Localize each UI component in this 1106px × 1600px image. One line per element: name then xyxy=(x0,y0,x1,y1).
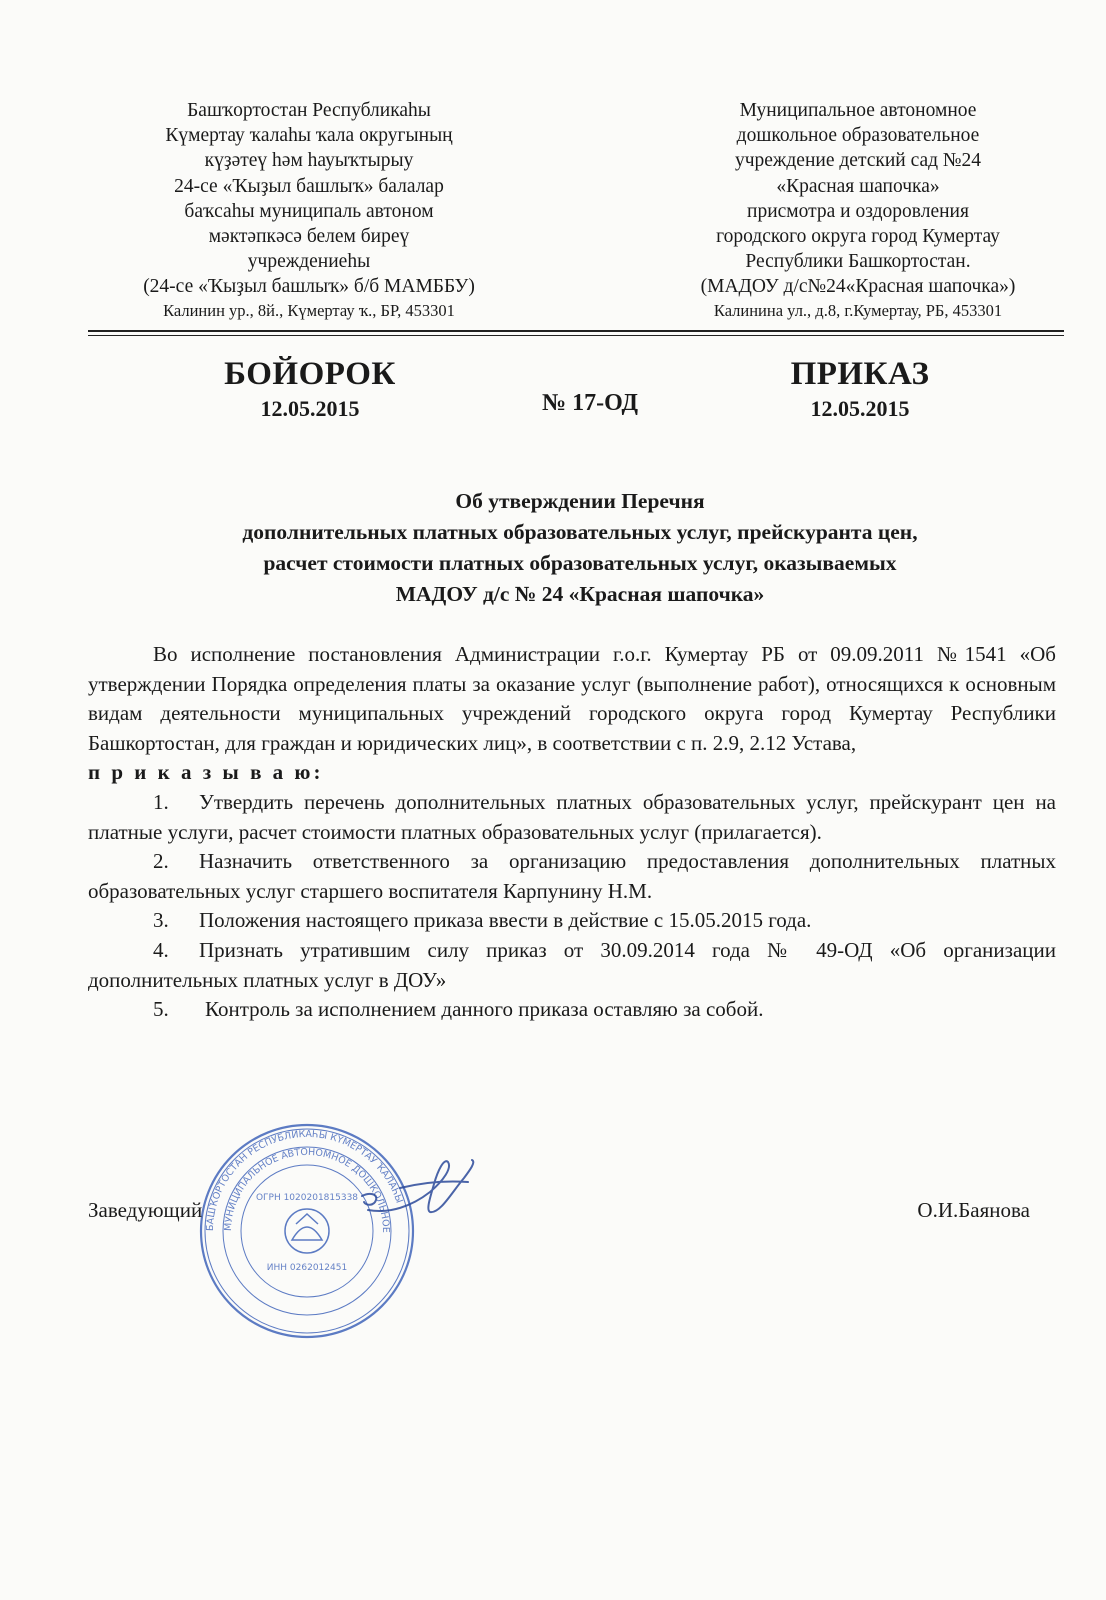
order-date-left: 12.05.2015 xyxy=(260,396,360,421)
header-right-line: присмотра и оздоровления xyxy=(747,200,969,222)
document-body xyxy=(88,640,1056,1025)
order-title-russian: ПРИКАЗ xyxy=(790,356,930,392)
item-text: Положения настоящего приказа ввести в действие с 15.05.2015 года. xyxy=(199,908,812,933)
order-heading-bashkir xyxy=(190,354,430,424)
order-item xyxy=(88,936,1056,995)
stamp-ogrn: ОГРН 1020201815338 xyxy=(255,1193,359,1203)
header-left-line: Башҡортостан Республикаһы xyxy=(187,100,431,121)
stamp-ring-text-outer: БАШҠОРТОСТАН РЕСПУБЛИКАҺЫ КҮМЕРТАУ ҠАЛАҺЫ xyxy=(204,1128,405,1232)
header-left-line: (24-се «Ҡыҙыл башлыҡ» б/б МАМББУ) xyxy=(143,276,475,298)
item-number: 3. xyxy=(153,908,169,933)
signatory-role: Заведующий xyxy=(88,1198,203,1222)
order-item xyxy=(88,847,1056,906)
header-bashkir-block xyxy=(100,98,518,321)
header-left-line: баҡсаһы муниципаль автоном xyxy=(184,200,434,222)
header-left-address: Калинин ур., 8й., Күмертау ҡ., БР, 453301 xyxy=(163,300,455,320)
header-right-line: Муниципальное автономное xyxy=(739,100,977,121)
order-date-right: 12.05.2015 xyxy=(810,396,910,421)
item-number: 1. xyxy=(153,789,169,814)
header-right-address: Калинина ул., д.8, г.Кумертау, РБ, 453301 xyxy=(713,300,1003,320)
item-number: 4. xyxy=(153,937,169,962)
item-number: 5. xyxy=(153,997,169,1022)
order-number: № 17-ОД xyxy=(541,390,639,416)
header-right-line: дошкольное образовательное xyxy=(736,125,980,147)
title-line: МАДОУ д/с № 24 «Красная шапочка» xyxy=(395,582,765,606)
stamp-inn: ИНН 0262012451 xyxy=(266,1263,348,1273)
header-left-line: Күмертау ҡалаһы ҡала округының xyxy=(165,125,453,147)
order-item xyxy=(88,906,1056,936)
header-right-line: учреждение детский сад №24 xyxy=(734,150,982,172)
item-text: Контроль за исполнением данного приказа оставляю за собой. xyxy=(205,997,764,1022)
title-line: расчет стоимости платных образовательных услуг, оказываемых xyxy=(263,551,897,575)
header-left-line: күҙәтеү һәм һауыҡтырыу xyxy=(204,150,414,172)
header-right-line: (МАДОУ д/с№24«Красная шапочка») xyxy=(700,276,1016,298)
order-heading-russian xyxy=(740,354,980,424)
header-right-line: «Красная шапочка» xyxy=(776,175,940,197)
order-item xyxy=(88,995,1056,1025)
header-divider-thin xyxy=(88,335,1064,336)
item-text: Назначить ответственного за организацию предоставления дополнительных платных образовательных услуг старшего воспитателя Карпунину Н.М. xyxy=(88,849,1056,903)
header-right-line: Республики Башкортостан. xyxy=(745,251,971,273)
header-divider-thick xyxy=(88,330,1064,332)
header-russian-block xyxy=(648,98,1068,321)
title-line: дополнительных платных образовательных услуг, прейскуранта цен, xyxy=(242,520,918,544)
order-item xyxy=(88,788,1056,847)
handwritten-signature xyxy=(360,1148,490,1228)
stamp-ring-text-inner: МУНИЦИПАЛЬНОЕ АВТОНОМНОЕ ДОШКОЛЬНОЕ xyxy=(222,1146,392,1233)
header-left-line: мәктәпкәсә белем биреү xyxy=(208,226,410,248)
order-title-bashkir: БОЙОРОК xyxy=(224,356,396,392)
title-line: Об утверждении Перечня xyxy=(455,489,705,513)
signatory-name: О.И.Баянова xyxy=(917,1198,1030,1222)
header-left-line: 24-се «Ҡыҙыл башлыҡ» балалар xyxy=(174,175,444,197)
header-left-line: учреждениеһы xyxy=(247,251,371,273)
header-right-line: городского округа город Кумертау xyxy=(716,226,1000,248)
item-text: Признать утратившим силу приказ от 30.09.2014 года № 49-ОД «Об организации дополнительных платных услуг в ДОУ» xyxy=(88,937,1056,992)
item-number: 2. xyxy=(153,849,169,874)
document-title xyxy=(150,486,1010,610)
preamble-paragraph: Во исполнение постановления Администрации г.о.г. Кумертау РБ от 09.09.2011 №1541 «Об утверждении Порядка определения платы за оказание услуг (выполнение работ), относящихся к основным видам деятельности муниципальных учреждений городского округа город Кумертау Республики Башкортостан, для граждан и юридических лиц», в соответствии с п. 2.9, 2.12 Устава, xyxy=(88,642,1056,755)
order-word: п р и к а з ы в а ю: xyxy=(88,760,324,785)
item-text: Утвердить перечень дополнительных платных образовательных услуг, прейскурант цен на платные услуги, расчет стоимости платных образовательных услуг (прилагается). xyxy=(88,789,1056,844)
